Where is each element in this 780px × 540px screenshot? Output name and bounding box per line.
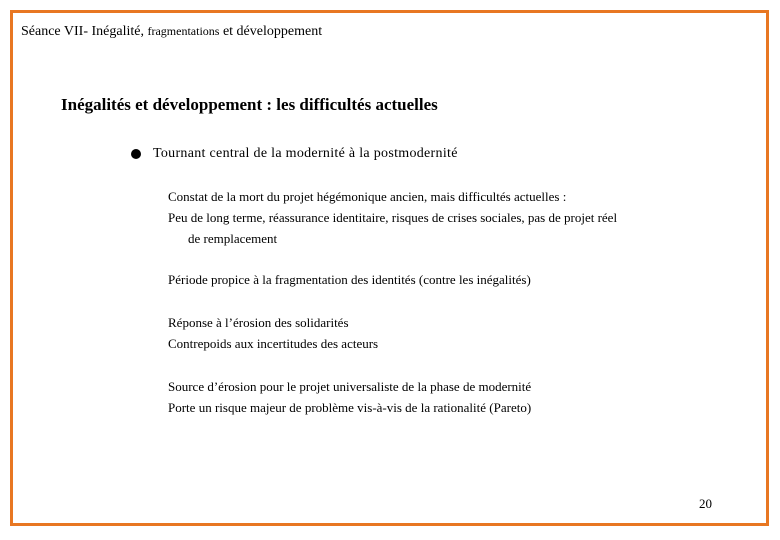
paragraph-1 — [168, 186, 617, 249]
header-title-part1: Séance VII- Inégalité, — [21, 24, 148, 39]
bullet-text: Tournant central de la modernité à la postmodernité — [153, 146, 458, 161]
page-title: Inégalités et développement : les difficultés actuelles — [61, 95, 438, 114]
paragraph-2 — [168, 269, 531, 290]
paragraph-line: Période propice à la fragmentation des identités (contre les inégalités) — [168, 272, 531, 287]
header-title-part2: fragmentations — [147, 24, 220, 38]
header-title — [21, 24, 322, 40]
paragraph-line: Porte un risque majeur de problème vis-à-vis de la rationalité (Pareto) — [168, 400, 532, 415]
paragraph-3 — [168, 312, 378, 354]
paragraph-line: Constat de la mort du projet hégémonique ancien, mais difficultés actuelles : — [168, 189, 567, 204]
page-number: 20 — [699, 496, 712, 511]
slide-frame — [10, 10, 769, 526]
paragraph-line: Source d’érosion pour le projet universaliste de la phase de modernité — [168, 379, 532, 394]
paragraph-line: Contrepoids aux incertitudes des acteurs — [168, 336, 379, 351]
header-title-part3: et développement — [219, 24, 323, 39]
bullet-dot-icon — [131, 149, 141, 159]
paragraph-line: Réponse à l’érosion des solidarités — [168, 315, 349, 330]
paragraph-line: de remplacement — [188, 231, 278, 246]
paragraph-4 — [168, 376, 531, 418]
paragraph-line: Peu de long terme, réassurance identitaire, risques de crises sociales, pas de projet réel — [168, 210, 618, 225]
bullet-item — [131, 146, 458, 162]
